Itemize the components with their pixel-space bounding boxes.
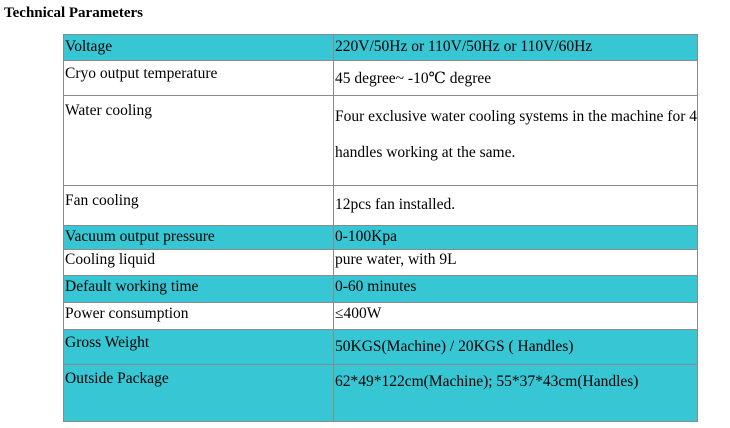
param-label: Water cooling [64, 96, 334, 186]
param-value: 50KGS(Machine) / 20KGS ( Handles) [334, 330, 698, 365]
param-value: pure water, with 9L [334, 250, 698, 276]
param-label: Vacuum output pressure [64, 226, 334, 250]
param-label: Cooling liquid [64, 250, 334, 276]
table-row [64, 61, 698, 96]
table-row [64, 250, 698, 276]
param-label: Fan cooling [64, 186, 334, 226]
param-value: 0-60 minutes [334, 276, 698, 303]
param-label: Voltage [64, 35, 334, 61]
param-label: Power consumption [64, 303, 334, 330]
param-label: Default working time [64, 276, 334, 303]
param-value: 220V/50Hz or 110V/50Hz or 110V/60Hz [334, 35, 698, 61]
section-title: Technical Parameters [4, 5, 143, 21]
table-row [64, 96, 698, 186]
param-value: ≤400W [334, 303, 698, 330]
param-value: 0-100Kpa [334, 226, 698, 250]
param-value: 45 degree~ -10℃ degree [334, 61, 698, 96]
table-row [64, 186, 698, 226]
param-value: 12pcs fan installed. [334, 186, 698, 226]
param-value: 62*49*122cm(Machine); 55*37*43cm(Handles) [334, 365, 698, 422]
param-value: Four exclusive water cooling systems in the machine for 4 handles working at the same. [334, 96, 698, 186]
table-row [64, 35, 698, 61]
param-label: Gross Weight [64, 330, 334, 365]
table-row [64, 365, 698, 422]
param-label: Cryo output temperature [64, 61, 334, 96]
table-row [64, 226, 698, 250]
table-row [64, 303, 698, 330]
param-label: Outside Package [64, 365, 334, 422]
technical-parameters-table [63, 34, 698, 422]
table-row [64, 276, 698, 303]
table-row [64, 330, 698, 365]
